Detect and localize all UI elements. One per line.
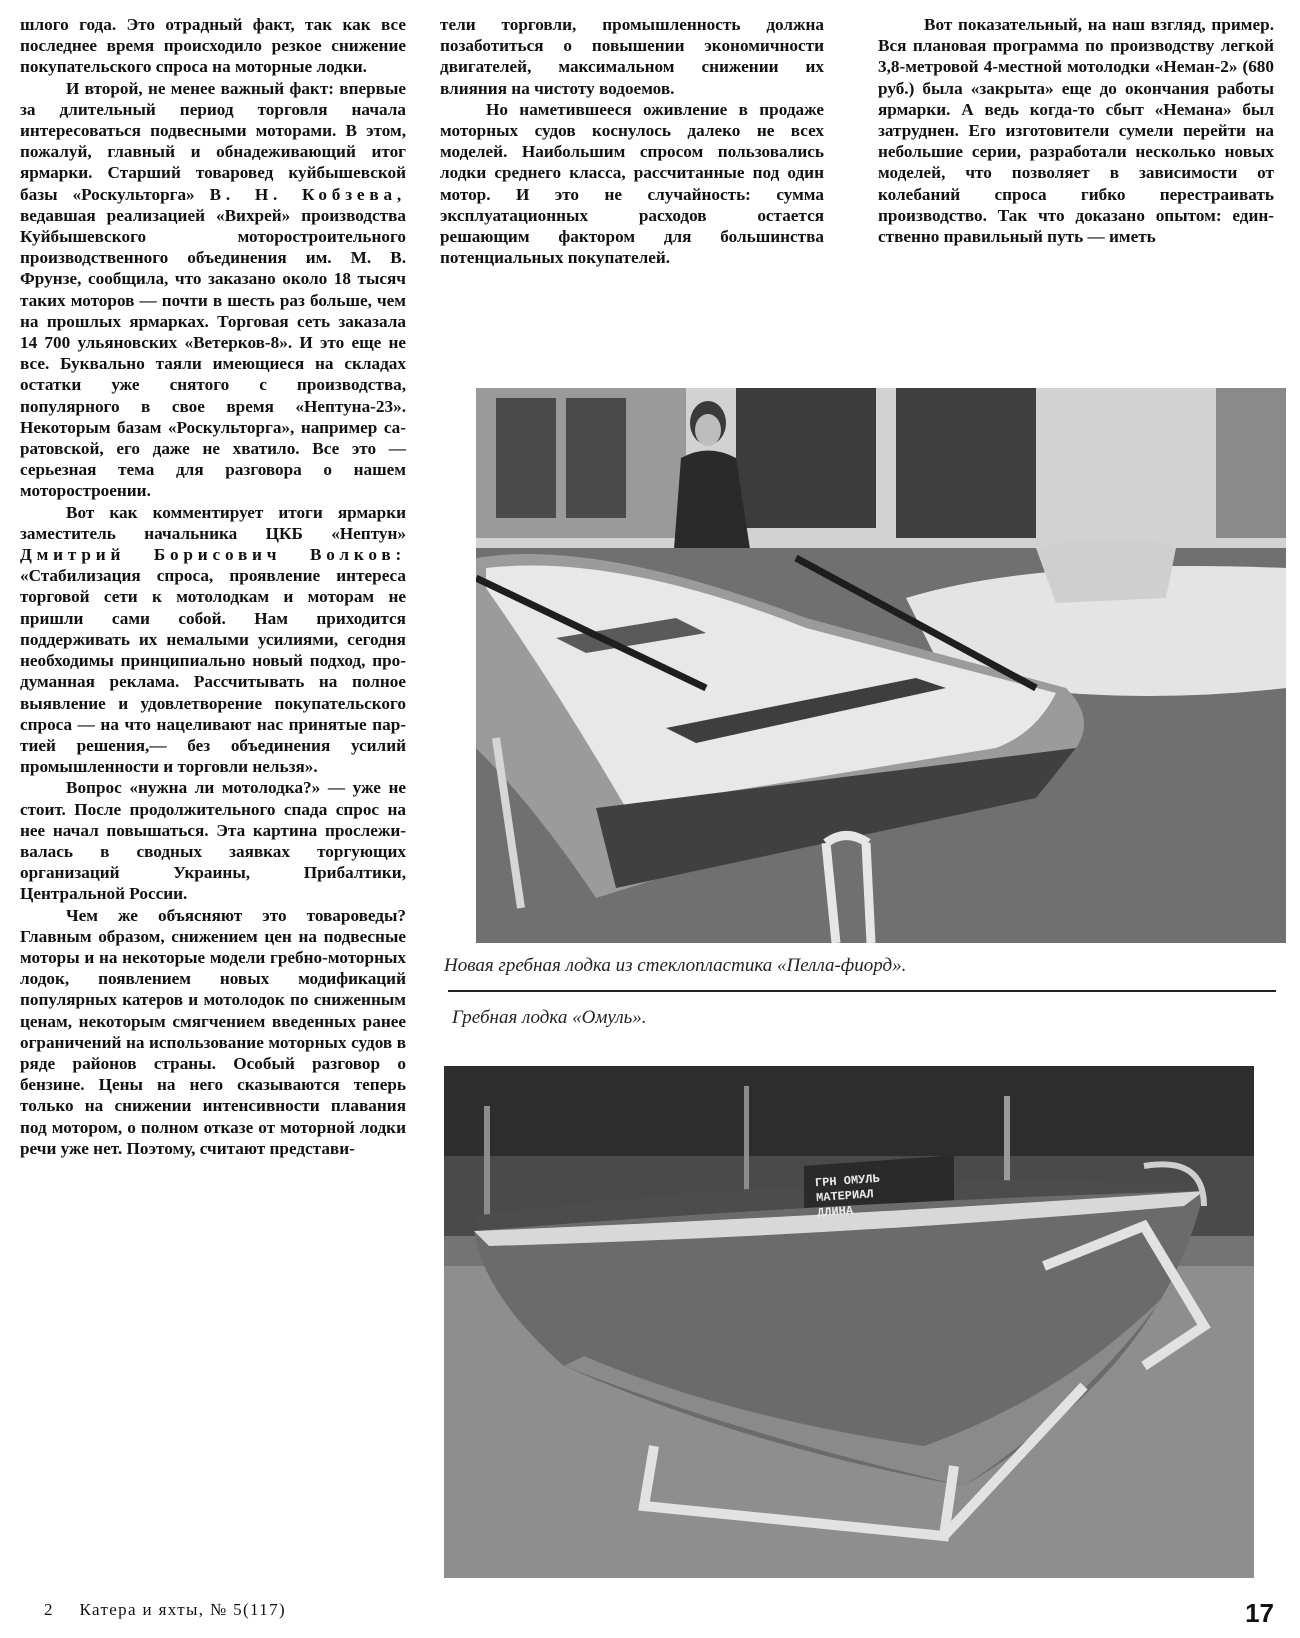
page-number: 17 [1245,1598,1274,1628]
photo-pella-fiord-boat [476,388,1286,943]
paragraph: Вопрос «нужна ли мотолодка?» — уже не стоит. После продолжительного спада спрос на нее начал повышаться. Эта картина прослеживалась в сводных заявках торгующих организаций Украины, Прибалтики, Центральной России. [20,778,406,904]
paragraph: Чем же объясняют это товароведы? Главным образом, снижением цен на подвесные моторы и на некоторые модели гребно-моторных лодок, появлением новых модификаций популярных катеров и мотолодок по сниженным ценам, некоторым смягчением введенных ранее ограничений на использование моторных судов в ряде районов страны. Особый разговор о бензине. Цены на него сказываются теперь только на снижении интенсивности плавания под мотором, о полном отказе от моторной лодки речи уже нет. Поэтому, считают представи- [20,905,406,1158]
photo-illustration [444,1066,1254,1578]
boat-sign-line: МАТЕРИАЛ [815,1187,875,1206]
text-column-2 [440,14,824,268]
paragraph: тели торговли, промышленность должна позаботиться о повышении экономичности двигателей, максимальном снижении их влияния на чистоту водоемов. [440,15,824,98]
photo-caption-2: Гребная лодка «Омуль». [452,1007,647,1028]
paragraph [20,78,406,502]
paragraph-text: Вот как комментирует итоги ярмарки заместитель начальника ЦКБ «Нептун» [20,502,406,543]
boat-sign [815,1168,938,1221]
paragraph: Вот показательный, на наш взгляд, пример. Вся плановая программа по производству легкой 3,8-метровой 4-местной мотолодки «Неман-2» (680 руб.) была «закрыта» еще до окончания работы ярмарки. А ведь когда-то сбыт «Немана» был затруднен. Его изготовители сумели перейти на небольшие серии, разработали несколько новых моделей, что позволяет в зависимости от колебаний спроса гибко перестраивать производство. Так что доказано опытом: единственно правильный путь — иметь [878,15,1274,247]
paragraph: шлого года. Это отрадный факт, так как все последнее время происходило резкое снижение покупательского спроса на моторные лодки. [20,15,406,77]
photo-omul-boat [444,1066,1254,1578]
person-name: Дмитрий Борисович Волков: [20,545,406,565]
page-footer [44,1600,286,1620]
text-column-3 [878,14,1274,247]
magazine-title: Катера и яхты, № 5(117) [79,1600,287,1619]
paragraph [20,502,406,778]
photo-illustration [476,388,1286,943]
paragraph: Но наметившееся оживление в продаже моторных судов коснулось далеко не всех моделей. Наибольшим спросом пользовались лодки среднего класса, рассчитанные под один мотор. И это не случайность: сумма эксплуатационных расходов остается решающим фактором для большинства потенциальных покупателей. [440,99,824,268]
person-name: В. Н. Кобзева, [209,184,406,204]
paragraph-text: ведавшая реализацией «Вихрей» производства Куйбышевского моторостроительного производственного объединения им. М. В. Фрунзе, сообщила, что заказано около 18 тысяч таких моторов — почти в шесть раз больше, чем на прошлых ярмарках. Торговая сеть заказала 14 700 ульяновских «Ветерков-8». И это еще не все. Буквально таяли имеющиеся на складах остатки уже снятого с производства, популярного в свое время «Нептуна-23». Некоторым базам «Роскульторга», например саратовской, его даже не хватило. Все это — серьезная тема для разговора о нашем моторостроении. [20,205,406,501]
boat-sign-line: ДЛИНА [816,1203,854,1221]
separator-line [448,990,1276,992]
paragraph-text: И второй, не менее важный факт: впервые за длительный период торговля начала интересоваться подвесными моторами. В этом, пожалуй, главный и обнадеживающий итог ярмарки. Старший товаровед куйбышевской базы «Роскульторга» [20,78,406,204]
text-column-1 [20,14,406,1159]
paragraph-text: «Стабилизация спроса, проявление интереса торговой сети к мотолодкам и моторам не пришли сами собой. Нам приходится поддерживать их немалыми усилиями, сегодня необходимы принципиально новый подход, продуманная реклама. Рассчитывать на полное выявление и удовлетворение покупательского спроса — на что нацеливают нас принятые партией решения,— без объединения усилий промышленности и торговли нельзя». [20,566,406,777]
issue-page-number: 2 [44,1600,54,1619]
photo-caption-1: Новая гребная лодка из стеклопластика «Пелла-фиорд». [444,955,907,976]
boat-sign-line: ГРН ОМУЛЬ [814,1171,881,1191]
